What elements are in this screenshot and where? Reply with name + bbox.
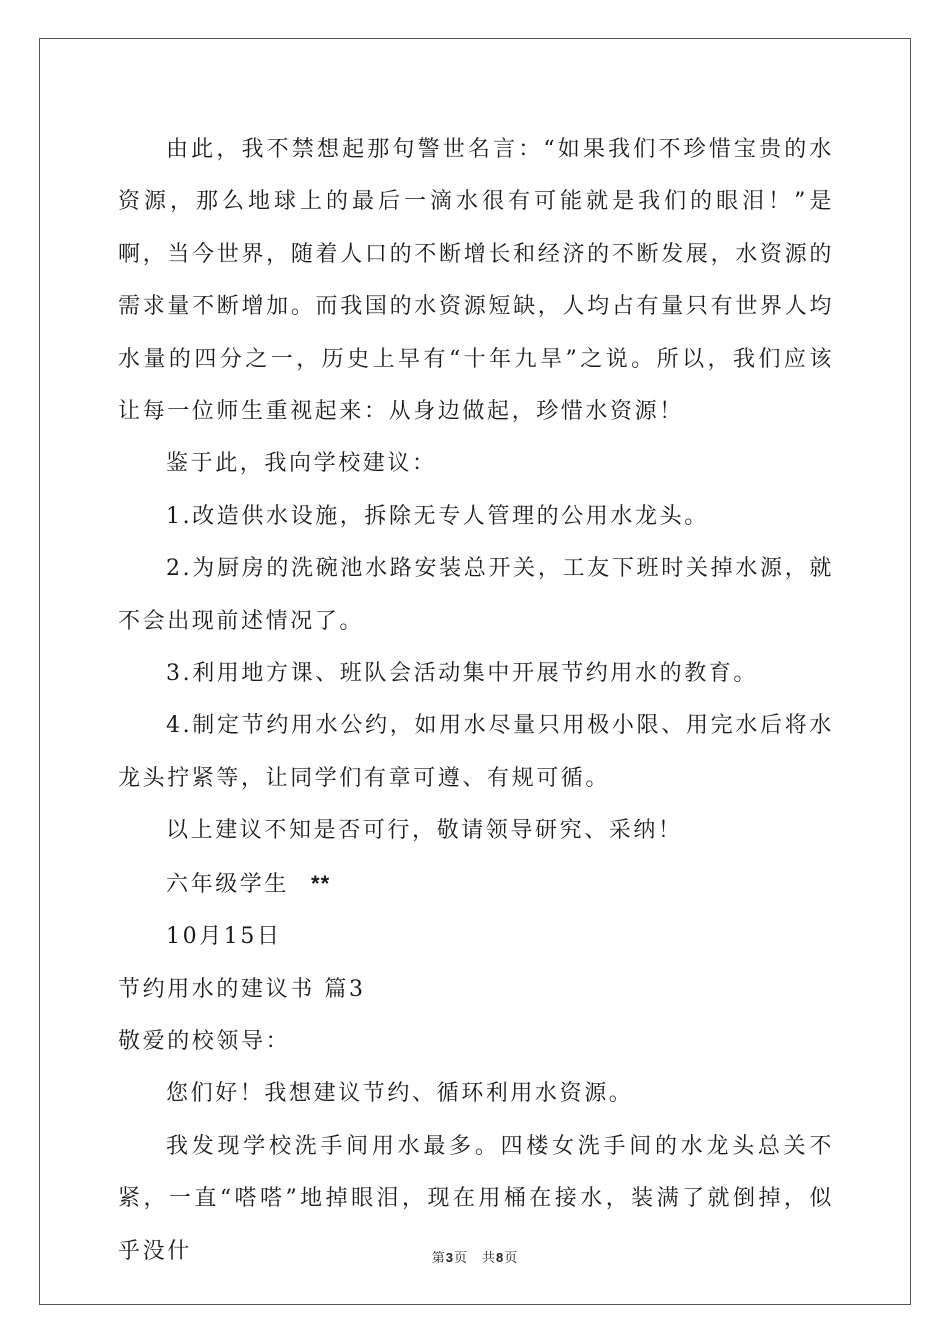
page-footer (0, 1247, 950, 1266)
date-line: 10月15日 (166, 924, 282, 950)
page-number: 3 (445, 1250, 454, 1265)
paragraph-1: 由此，我不禁想起那句警世名言：“如果我们不珍惜宝贵的水资源，那么地球上的最后一滴水很有可能就是我们的眼泪！”是啊，当今世界，随着人口的不断增长和经济的不断发展，水资源的需求量不断增加。而我国的水资源短缺，人均占有量只有世界人均水量的四分之一，历史上早有“十年九旱”之说。所以，我们应该让每一位师生重视起来：从身边做起，珍惜水资源！ (118, 137, 834, 425)
observation-paragraph: 我发现学校洗手间用水最多。四楼女洗手间的水龙头总关不紧，一直“嗒嗒”地掉眼泪，现在用桶在接水，装满了就倒掉，似乎没什 (118, 1133, 834, 1264)
section-title: 节约用水的建议书 篇3 (118, 976, 366, 1002)
signature-label: 六年级学生 (166, 871, 290, 897)
document-body (118, 124, 834, 1278)
list-item-3: 3.利用地方课、班队会活动集中开展节约用水的教育。 (166, 661, 758, 687)
greeting-paragraph: 您们好！我想建议节约、循环利用水资源。 (166, 1081, 634, 1107)
salutation: 敬爱的校领导： (118, 1028, 291, 1054)
closing-paragraph: 以上建议不知是否可行，敬请领导研究、采纳！ (166, 818, 683, 844)
page-suffix: 页 (453, 1251, 468, 1266)
list-item-4: 4.制定节约用水公约，如用水尽量只用极小限、用完水后将水龙头拧紧等，让同学们有章可遵、有规可循。 (118, 713, 834, 791)
signature-name: ** (311, 870, 331, 896)
total-suffix: 页 (504, 1251, 519, 1266)
total-prefix: 共 (482, 1251, 497, 1266)
page-total: 8 (496, 1250, 505, 1265)
list-item-2: 2.为厨房的洗碗池水路安装总开关，工友下班时关掉水源，就不会出现前述情况了。 (118, 556, 834, 634)
page-prefix: 第 (431, 1251, 446, 1266)
list-item-1: 1.改造供水设施，拆除无专人管理的公用水龙头。 (166, 503, 709, 529)
signature-line (118, 858, 834, 911)
paragraph-2: 鉴于此，我向学校建议： (166, 451, 437, 477)
